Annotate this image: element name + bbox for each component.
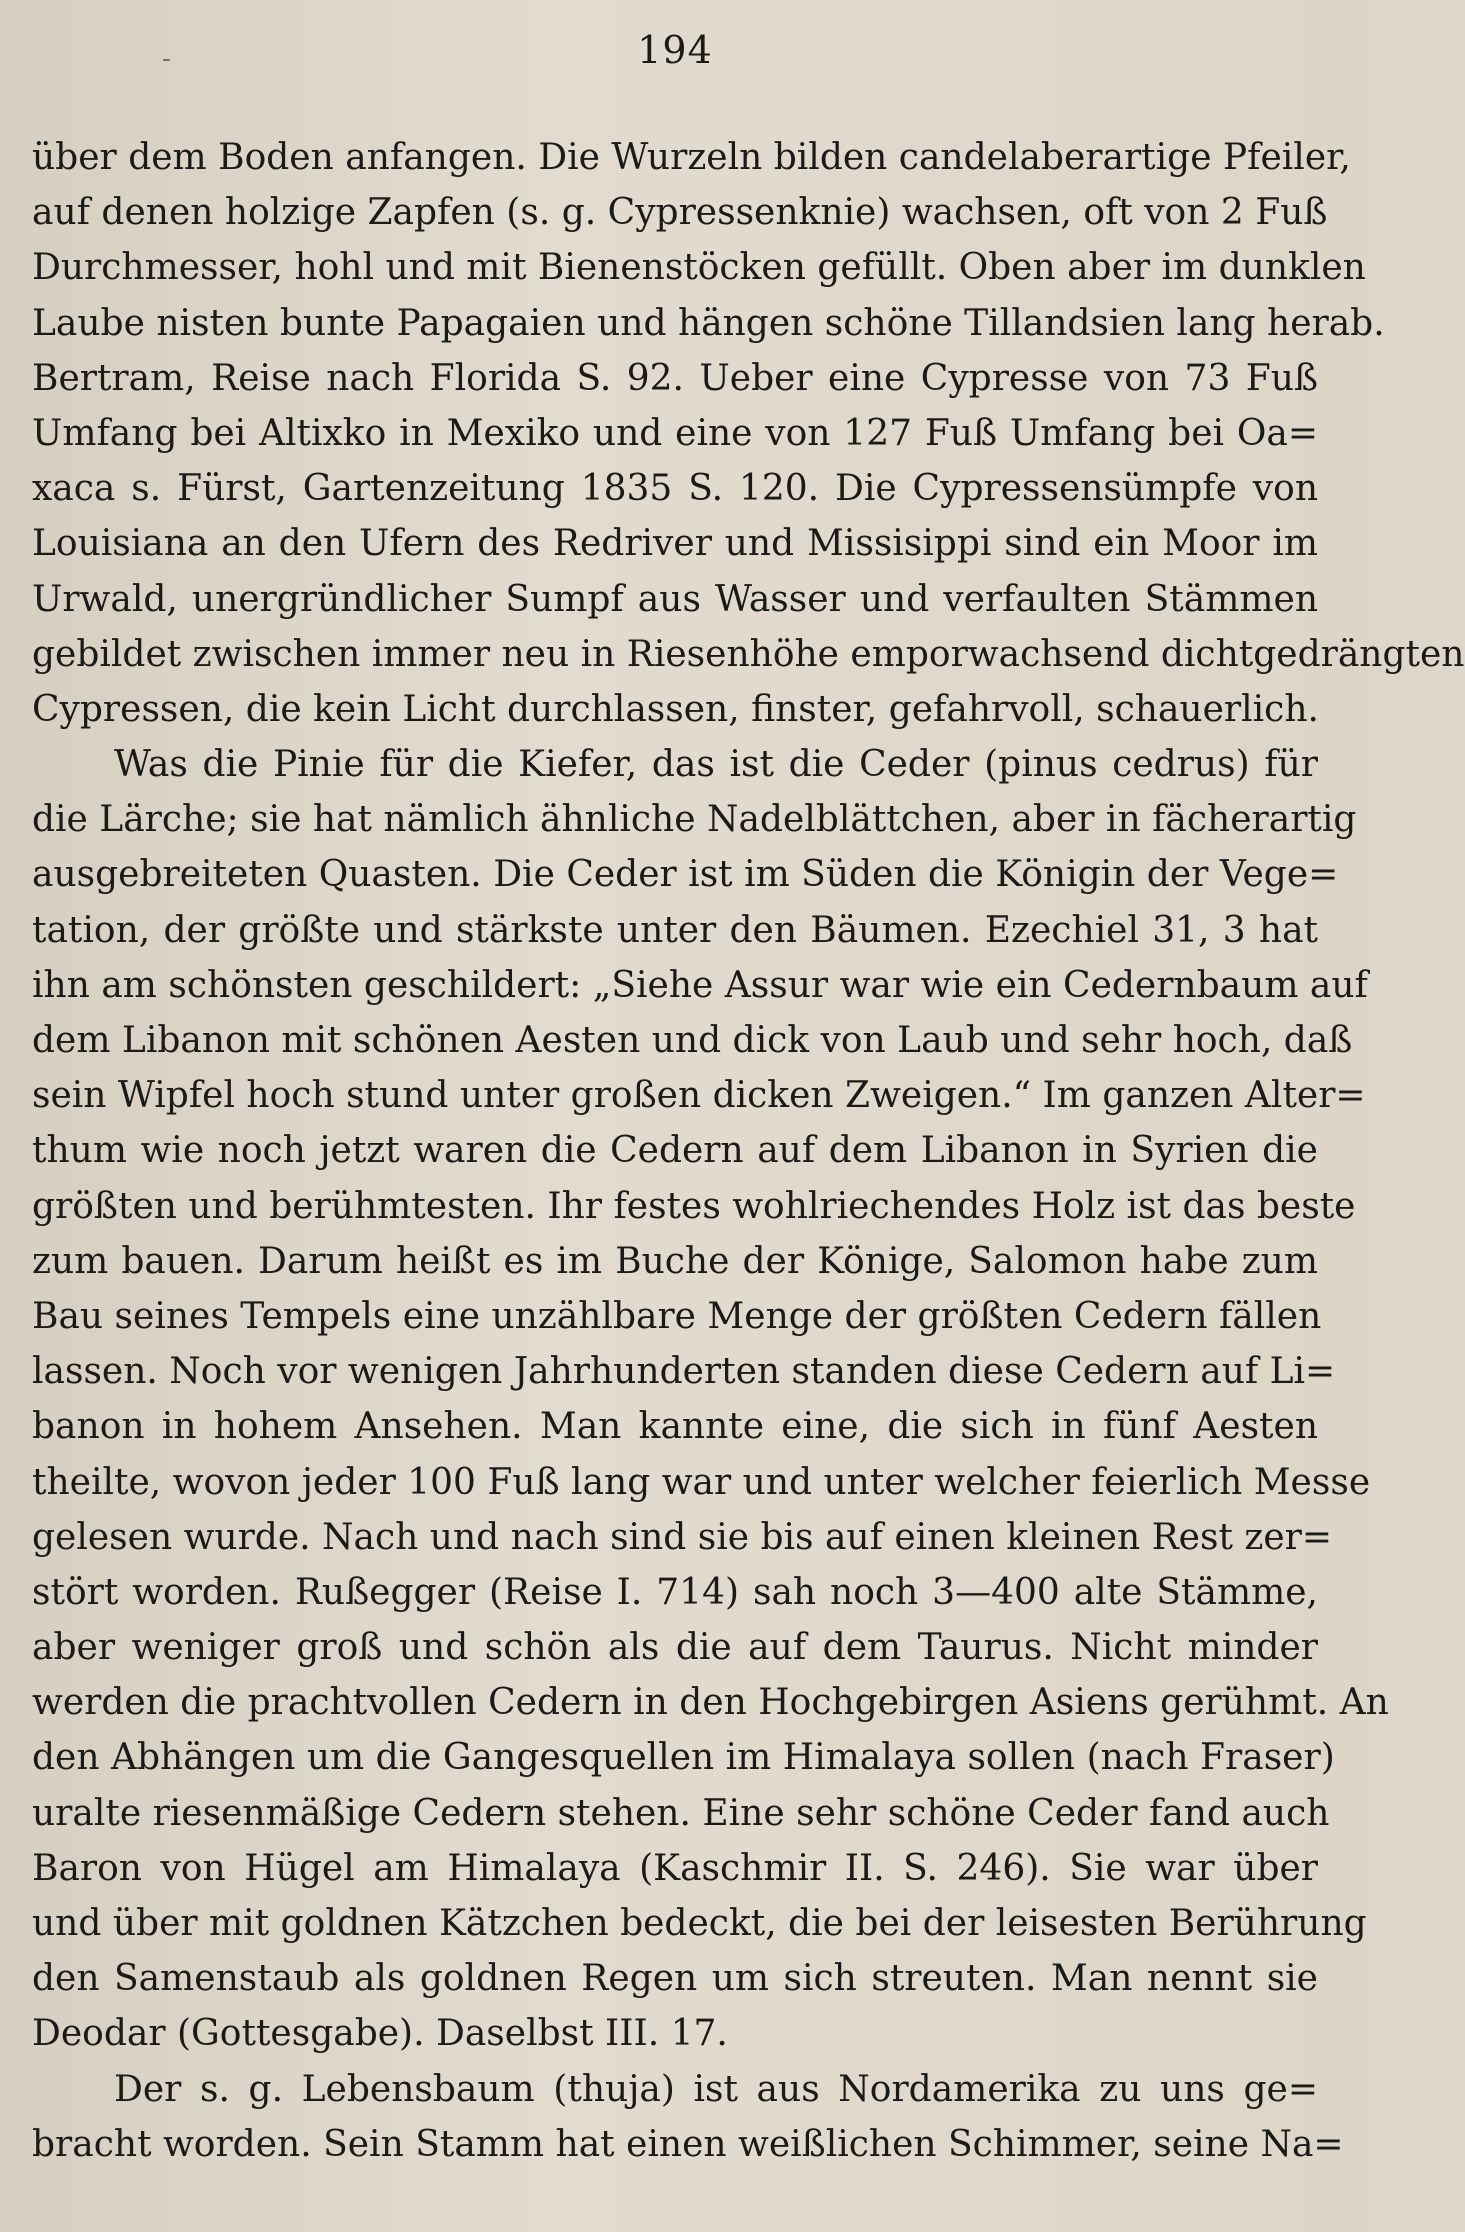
text-line: Umfang bei Altixko in Mexiko und eine von 127 Fuß Umfang bei Oa= (32, 412, 1318, 454)
text-line: Durchmesser, hohl und mit Bienenstöcken gefüllt. Oben aber im dunklen (32, 247, 1366, 289)
text-line: den Abhängen um die Gangesquellen im Himalaya sollen (nach Fraser) (32, 1737, 1335, 1779)
text-line: Urwald, unergründlicher Sumpf aus Wasser und verfaulten Stämmen (32, 578, 1318, 620)
text-line: die Lärche; sie hat nämlich ähnliche Nadelblättchen, aber in fächerartig (32, 799, 1357, 841)
margin-mark: - (162, 44, 171, 74)
text-line: größten und berühmtesten. Ihr festes wohlriechendes Holz ist das beste (32, 1185, 1356, 1227)
text-line: Louisiana an den Ufern des Redriver und Missisippi sind ein Moor im (32, 523, 1318, 565)
text-line: gebildet zwischen immer neu in Riesenhöhe emporwachsend dichtgedrängten (32, 633, 1465, 675)
text-line: tation, der größte und stärkste unter den Bäumen. Ezechiel 31, 3 hat (32, 909, 1318, 951)
text-line: zum bauen. Darum heißt es im Buche der Könige, Salomon habe zum (32, 1240, 1318, 1282)
text-line: Was die Pinie für die Kiefer, das ist die Ceder (pinus cedrus) für (114, 744, 1318, 786)
text-line: dem Libanon mit schönen Aesten und dick von Laub und sehr hoch, daß (32, 1020, 1353, 1061)
text-line: lassen. Noch vor wenigen Jahrhunderten standen diese Cedern auf Li= (32, 1351, 1336, 1393)
text-line: bracht worden. Sein Stamm hat einen weißlichen Schimmer, seine Na= (32, 2123, 1344, 2165)
text-line: Deodar (Gottesgabe). Daselbst III. 17. (32, 2013, 728, 2055)
text-line: ausgebreiteten Quasten. Die Ceder ist im Süden die Königin der Vege= (32, 854, 1339, 896)
text-line: Bertram, Reise nach Florida S. 92. Ueber eine Cypresse von 73 Fuß (32, 357, 1318, 399)
text-line: ihn am schönsten geschildert: „Siehe Assur war wie ein Cedernbaum auf (32, 964, 1368, 1006)
text-line: werden die prachtvollen Cedern in den Hochgebirgen Asiens gerühmt. An (32, 1682, 1389, 1724)
text-line: theilte, wovon jeder 100 Fuß lang war und unter welcher feierlich Messe (32, 1461, 1371, 1503)
text-line: Laube nisten bunte Papagaien und hängen schöne Tillandsien lang herab. (32, 302, 1385, 344)
page-number: 194 (637, 28, 713, 72)
text-line: Cypressen, die kein Licht durchlassen, finster, gefahrvoll, schauerlich. (32, 688, 1319, 730)
text-line: Der s. g. Lebensbaum (thuja) ist aus Nordamerika zu uns ge= (114, 2068, 1318, 2110)
text-line: thum wie noch jetzt waren die Cedern auf dem Libanon in Syrien die (32, 1130, 1318, 1172)
text-line: Bau seines Tempels eine unzählbare Menge der größten Cedern fällen (32, 1295, 1322, 1337)
text-line: über dem Boden anfangen. Die Wurzeln bilden candelaberartige Pfeiler, (32, 137, 1351, 178)
text-line: den Samenstaub als goldnen Regen um sich streuten. Man nennt sie (32, 1958, 1318, 2000)
text-line: auf denen holzige Zapfen (s. g. Cypressenknie) wachsen, oft von 2 Fuß (32, 192, 1328, 234)
text-line: banon in hohem Ansehen. Man kannte eine, die sich in fünf Aesten (32, 1406, 1318, 1448)
text-line: und über mit goldnen Kätzchen bedeckt, die bei der leisesten Berührung (32, 1903, 1367, 1944)
text-line: xaca s. Fürst, Gartenzeitung 1835 S. 120. Die Cypressensümpfe von (32, 468, 1318, 510)
text-line: gelesen wurde. Nach und nach sind sie bis auf einen kleinen Rest zer= (32, 1516, 1333, 1558)
text-line: sein Wipfel hoch stund unter großen dicken Zweigen.“ Im ganzen Alter= (32, 1075, 1366, 1117)
text-line: uralte riesenmäßige Cedern stehen. Eine sehr schöne Ceder fand auch (32, 1792, 1330, 1834)
body-text (32, 130, 1465, 2172)
text-line: Baron von Hügel am Himalaya (Kaschmir II. S. 246). Sie war über (32, 1847, 1318, 1889)
text-line: stört worden. Rußegger (Reise I. 714) sah noch 3—400 alte Stämme, (32, 1571, 1318, 1613)
text-line: aber weniger groß und schön als die auf dem Taurus. Nicht minder (32, 1627, 1318, 1669)
page-header (32, 22, 1318, 78)
